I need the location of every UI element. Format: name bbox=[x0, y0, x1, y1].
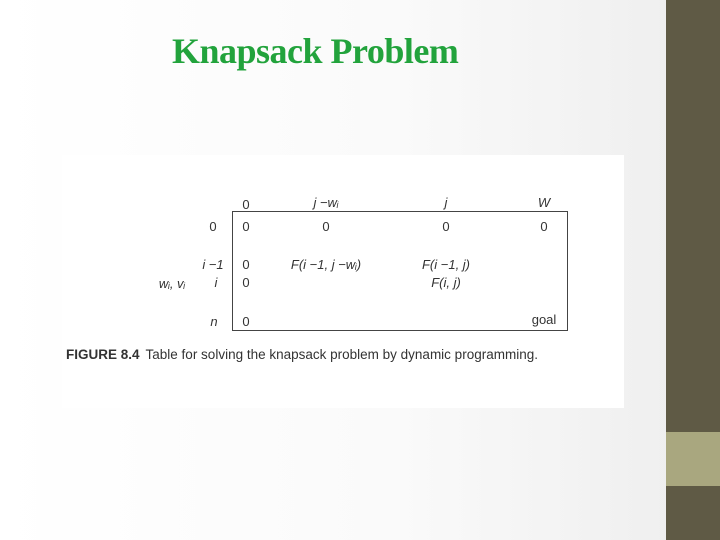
cell-r3-c0: 0 bbox=[242, 314, 250, 329]
col-header-j-minus-wi: j −wᵢ bbox=[313, 195, 339, 210]
figure-caption-label: FIGURE 8.4 bbox=[66, 347, 140, 362]
cell-r2-c2: F(i, j) bbox=[431, 275, 461, 290]
cell-r1-c1: F(i −1, j −wᵢ) bbox=[290, 257, 362, 272]
row-label-i-minus-1: i −1 bbox=[202, 257, 224, 272]
figure-caption bbox=[66, 347, 538, 362]
cell-r0-c2: 0 bbox=[442, 219, 450, 234]
cell-r0-c0: 0 bbox=[242, 219, 250, 234]
cell-r2-c0: 0 bbox=[242, 275, 250, 290]
row-label-i: i bbox=[214, 275, 218, 290]
row-label-n: n bbox=[210, 314, 218, 329]
cell-r0-c3: 0 bbox=[540, 219, 548, 234]
cell-r1-c0: 0 bbox=[242, 257, 250, 272]
decorative-sidebar-accent bbox=[666, 432, 720, 486]
cell-r3-c3-goal: goal bbox=[531, 312, 557, 327]
row-label-weight-value: wᵢ, vᵢ bbox=[158, 276, 186, 291]
slide-title: Knapsack Problem bbox=[172, 31, 459, 71]
row-label-0: 0 bbox=[209, 219, 217, 234]
dp-table-frame bbox=[232, 211, 568, 331]
figure-caption-text: Table for solving the knapsack problem by dynamic programming. bbox=[145, 347, 538, 362]
cell-r0-c1: 0 bbox=[322, 219, 330, 234]
cell-r1-c2: F(i −1, j) bbox=[421, 257, 471, 272]
col-header-j: j bbox=[444, 195, 448, 210]
knapsack-figure bbox=[62, 155, 624, 408]
col-header-0: 0 bbox=[242, 197, 250, 212]
col-header-w: W bbox=[537, 195, 551, 210]
